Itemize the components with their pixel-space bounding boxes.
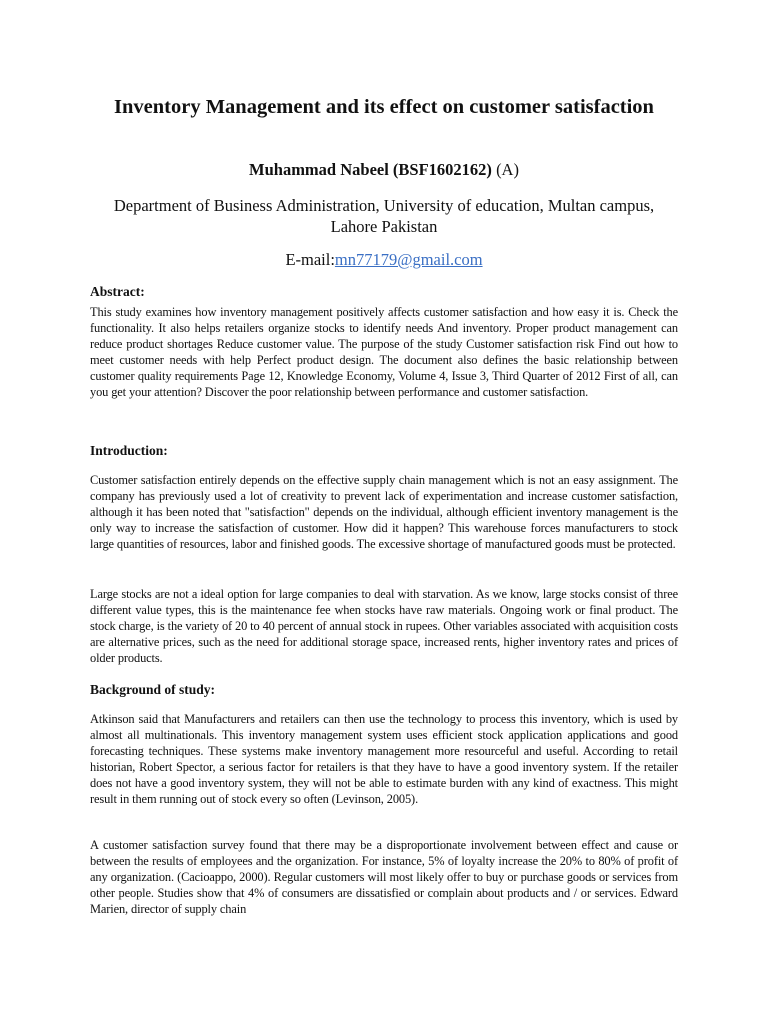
author-line [90, 159, 678, 181]
email-line [90, 250, 678, 270]
abstract-heading: Abstract: [90, 284, 145, 299]
introduction-paragraph-2: Large stocks are not a ideal option for large companies to deal with starvation. As we know, large stocks consist of three different value types, this is the maintenance fee when stocks have raw materials. Ongoing work or final product. The stock charge, is the variety of 20 to 40 percent of annual stock in rupees. Other variables associated with acquisition costs are alternative prices, such as the need for additional storage space, increased rents, higher inventory rates and prices of older products. [90, 587, 678, 665]
introduction-heading: Introduction: [90, 443, 168, 458]
abstract-paragraph: This study examines how inventory management positively affects customer satisfaction and how easy it is. Check the functionality. It also helps retailers organize stocks to identify needs And inventory. Proper product management can reduce product shortages Reduce customer value. The purpose of the study Customer satisfaction risk Find out how to meet customer needs with help Perfect product design. The document also defines the basic relationship between customer quality requirements Page 12, Knowledge Economy, Volume 4, Issue 3, Third Quarter of 2012 First of all, can you get your attention? Discover the poor relationship between performance and customer satisfaction. [90, 305, 678, 399]
email-link[interactable]: mn77179@gmail.com [334, 250, 483, 269]
affiliation: Department of Business Administration, University of education, Multan campus, Lahore Pakistan [113, 196, 655, 236]
author-name: Muhammad Nabeel (BSF1602162) [249, 160, 492, 179]
background-paragraph-1: Atkinson said that Manufacturers and retailers can then use the technology to process this inventory, which is used by almost all multinationals. This inventory management system uses efficient stock application applications and good forecasting techniques. These systems make inventory management more resourceful and useful. According to retail historian, Robert Spector, a serious factor for retailers is that they have to have a good inventory system. If the retailer does not have a good inventory system, they will not be able to estimate burden with any kind of exactness. This might result in them running out of stock every so often (Levinson, 2005). [90, 712, 678, 806]
author-suffix: (A) [491, 160, 519, 179]
background-paragraph-2: A customer satisfaction survey found that there may be a disproportionate involvement between effect and cause or between the results of employees and the organization. For instance, 5% of loyalty increase the 20% to 80% of profit of any organization. (Cacioappo, 2000). Regular customers will most likely offer to buy or purchase goods or services from other people. Studies show that 4% of consumers are dissatisfied or complain about products and / or services. Edward Marien, director of supply chain [90, 838, 678, 916]
introduction-paragraph-1: Customer satisfaction entirely depends on the effective supply chain management which is not an easy assignment. The company has previously used a lot of creativity to prevent lack of experimentation and increase customer satisfaction, although it has been noted that "satisfaction" depends on the individual, although efficient inventory management is the only way to increase the satisfaction of customer. How did it happen? This warehouse forces manufacturers to stock large quantities of resources, labor and finished goods. The excessive shortage of manufactured goods must be protected. [90, 473, 678, 551]
background-heading: Background of study: [90, 682, 216, 697]
paper-title: Inventory Management and its effect on customer satisfaction [114, 96, 654, 118]
email-label: E-mail: [285, 250, 335, 269]
